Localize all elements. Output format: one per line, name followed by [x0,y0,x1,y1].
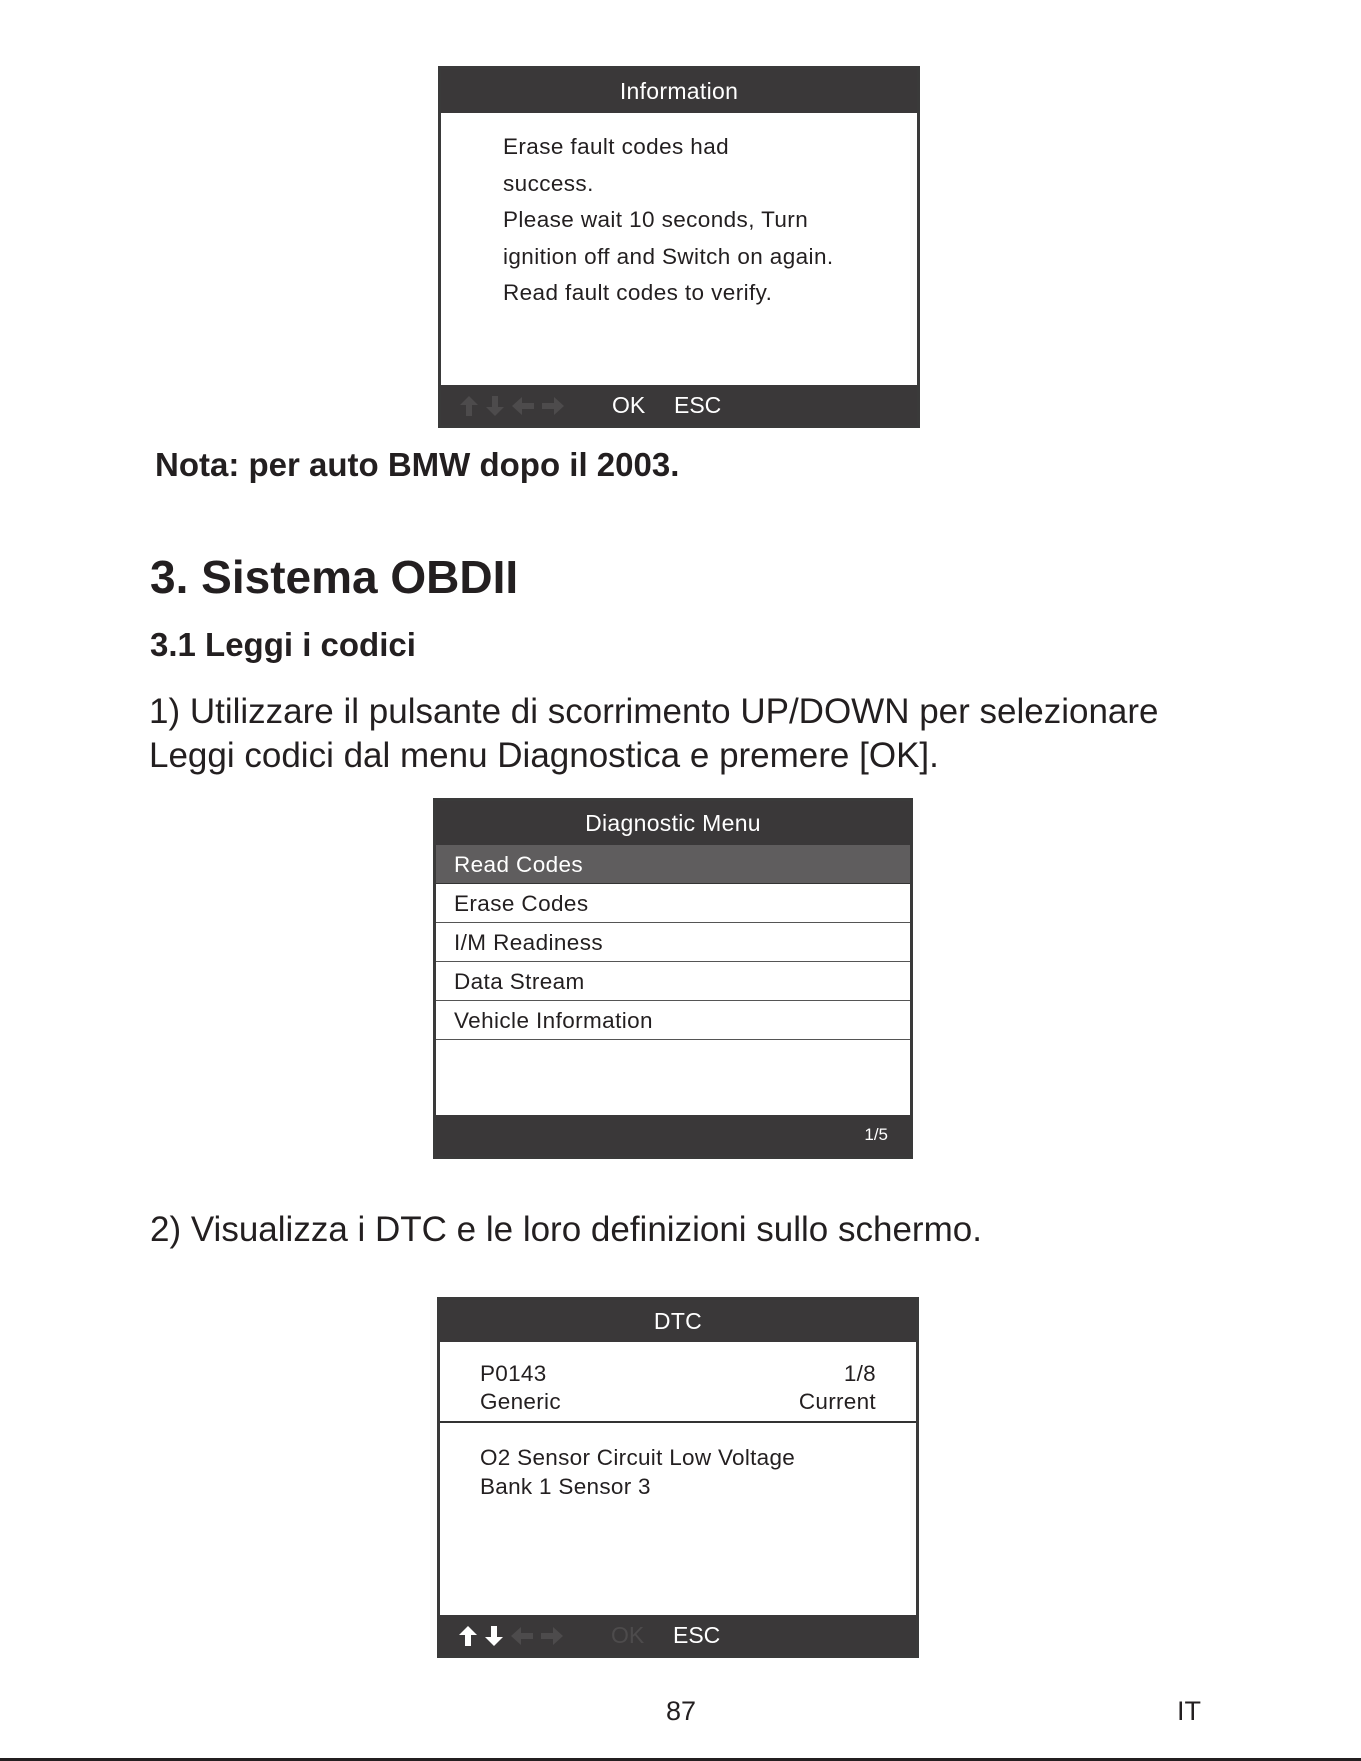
diagnostic-menu-title: Diagnostic Menu [436,801,910,845]
section-title: 3. Sistema OBDII [150,551,519,603]
page-number: 87 [666,1696,697,1726]
information-line: Erase fault codes had [503,134,730,159]
arrow-up-icon [458,1625,478,1647]
language-code: IT [1177,1696,1201,1726]
page-indicator: 1/5 [864,1125,888,1144]
arrow-left-icon [510,1625,534,1647]
step-2-instruction: 2) Visualizza i DTC e le loro definizioni sullo schermo. [150,1210,982,1249]
navigation-arrows [459,395,565,417]
menu-item-vehicle-information[interactable]: Vehicle Information [436,1001,910,1040]
step-1-line: Leggi codici dal menu Diagnostica e premere [OK]. [149,736,939,775]
diagnostic-menu-footer [436,1115,910,1156]
diagnostic-menu-list [436,845,910,1040]
menu-item-im-readiness[interactable]: I/M Readiness [436,923,910,962]
arrow-right-icon [540,1625,564,1647]
dtc-code-row [480,1361,876,1387]
information-footer [441,385,917,425]
information-title: Information [441,69,917,113]
ok-button[interactable]: OK [611,1622,645,1648]
step-1-line: 1) Utilizzare il pulsante di scorrimento UP/DOWN per selezionare [149,692,1159,731]
dtc-counter: 1/8 [843,1361,876,1386]
menu-item-erase-codes[interactable]: Erase Codes [436,884,910,923]
diagnostic-menu-screen [433,798,913,1159]
dtc-divider [440,1421,916,1423]
dtc-description-line: O2 Sensor Circuit Low Voltage [480,1445,796,1470]
subsection-title: 3.1 Leggi i codici [150,626,416,663]
dtc-status: Current [798,1389,876,1414]
menu-item-read-codes[interactable]: Read Codes [436,845,910,884]
dtc-description-line: Bank 1 Sensor 3 [480,1474,651,1499]
information-message [503,129,834,312]
step-1-instruction [149,690,1159,778]
navigation-arrows [458,1625,564,1647]
ok-button[interactable]: OK [612,392,646,418]
arrow-down-icon [484,1625,504,1647]
information-screen [438,66,920,428]
dtc-code: P0143 [480,1361,547,1386]
arrow-left-icon [511,395,535,417]
dtc-description [480,1443,795,1501]
esc-button[interactable]: ESC [673,1622,721,1648]
dtc-title: DTC [440,1300,916,1342]
esc-button[interactable]: ESC [674,392,722,418]
dtc-type: Generic [480,1389,561,1414]
arrow-up-icon [459,395,479,417]
menu-item-data-stream[interactable]: Data Stream [436,962,910,1001]
information-line: Please wait 10 seconds, Turn [503,207,809,232]
information-line: Read fault codes to verify. [503,280,773,305]
arrow-down-icon [485,395,505,417]
arrow-right-icon [541,395,565,417]
dtc-type-row [480,1389,876,1415]
information-line: ignition off and Switch on again. [503,243,834,269]
information-line: success. [503,170,594,196]
dtc-footer [440,1615,916,1655]
dtc-screen [437,1297,919,1658]
bmw-note: Nota: per auto BMW dopo il 2003. [155,446,680,483]
